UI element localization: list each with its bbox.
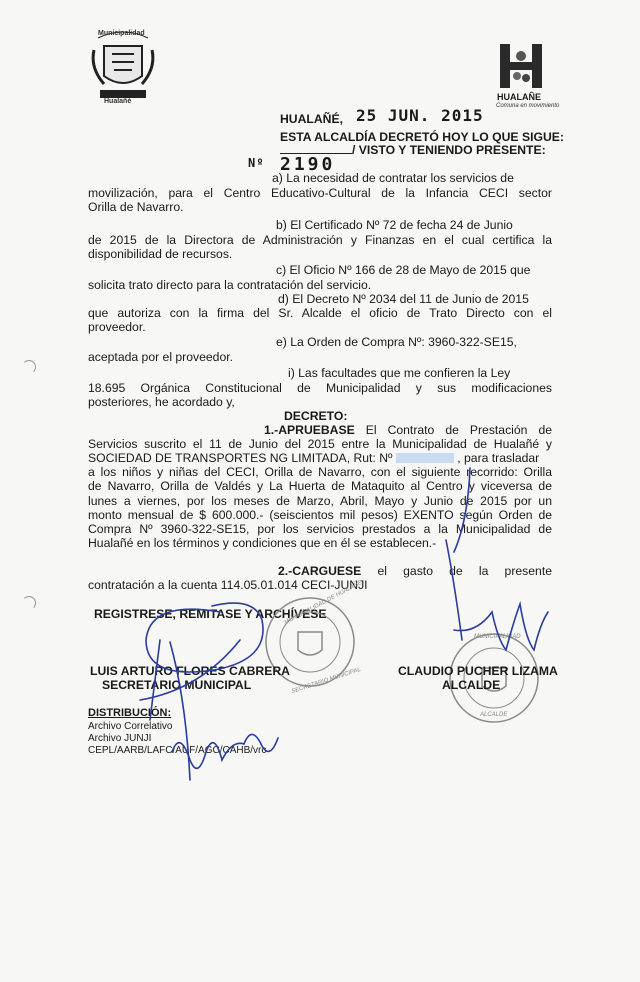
decreto-p1-l8: Compra Nº 3960-322-SE15, por los servicios prestados a la Municipalidad de [88, 522, 552, 536]
decreto-p1-l7: monto mensual de $ 600.000.- (seiscientos mil pesos) EXENTO según Orden de [88, 508, 552, 522]
distribucion-title: DISTRIBUCIÓN: [88, 707, 172, 719]
decreto-p1-l2: Servicios suscrito el 11 de Junio del 2015 entre la Municipalidad de Hualañé y [88, 437, 552, 451]
decreto-title: DECRETO: [284, 409, 348, 423]
decreto-p1-head: 1.-APRUEBASE [264, 423, 355, 437]
secretary-stamp-bottom: SECRETARIO MUNICIPAL [290, 666, 362, 696]
visto-a-1: a) La necesidad de contratar los servicios de [272, 171, 514, 185]
visto-c-2: solicita trato directo para la contratación del servicio. [88, 278, 372, 292]
decreto-p1-line3 [88, 451, 552, 465]
decreto-p2-line1 [278, 564, 552, 578]
rut-redaction [396, 453, 454, 463]
stamp-date: 25 JUN. 2015 [356, 106, 484, 125]
secretary-stamp-top: MUNICIPALIDAD DE HUALAÑE [283, 580, 363, 626]
mayor-title: ALCALDE [442, 678, 501, 692]
visto-b-2: de 2015 de la Directora de Administración y Finanzas en el cual certifica la [88, 233, 552, 247]
decreto-p2-l1: el gasto de la presente [377, 564, 552, 578]
visto-e-1: e) La Orden de Compra Nº: 3960-322-SE15, [276, 335, 517, 349]
place: HUALAÑÉ, [280, 112, 343, 126]
distribucion-l1: Archivo Correlativo [88, 721, 173, 732]
mayor-name: CLAUDIO PUCHER LIZAMA [398, 664, 558, 678]
visto-b-3: disponibilidad de recursos. [88, 247, 233, 261]
mayor-stamp-top: MUNICIPALIDAD [474, 634, 521, 640]
decreto-p1-l9: Hualañé en los términos y condiciones que en él se establecen.- [88, 536, 437, 550]
decreto-p1-l3b: , para trasladar [457, 451, 540, 465]
visto-c-1: c) El Oficio Nº 166 de 28 de Mayo de 2015 que [276, 263, 531, 277]
visto-line: / VISTO Y TENIENDO PRESENTE: [352, 143, 546, 157]
crest-top-text: Municipalidad [98, 30, 145, 37]
crest-bottom-text: Hualañé [104, 98, 132, 105]
visto-b-1: b) El Certificado Nº 72 de fecha 24 de Junio [276, 218, 513, 232]
registrese-line: REGISTRESE, REMITASE Y ARCHÍVESE [94, 607, 327, 621]
visto-d-1: d) El Decreto Nº 2034 del 11 de Junio de 2015 [278, 292, 529, 306]
visto-a-2: movilización, para el Centro Educativo-Cultural de la Infancia CECI sector [88, 186, 552, 200]
visto-i-1: i) Las facultades que me confieren la Ley [288, 366, 511, 380]
decreto-p1-line1 [264, 423, 552, 437]
mayor-stamp-bottom: ALCALDE [480, 712, 508, 718]
decreto-p1-l4: a los niños y niñas del CECI, Orilla de Navarro, con el siguiente recorrido: Orilla [88, 465, 552, 479]
logo-tagline: Comuna en movimiento [496, 103, 560, 109]
no-label: Nº [248, 156, 265, 170]
distribucion-l2: Archivo JUNJI [88, 733, 152, 744]
distribucion-l3: CEPL/AARB/LAFC/AUF/AGC/CAHB/vrc [88, 745, 267, 756]
decreto-p1-l6: lunes a viernes, por los meses de Marzo, Abril, Mayo y Junio de 2015 por un [88, 494, 552, 508]
hualane-logo [498, 42, 544, 92]
decreto-p1-l3a: SOCIEDAD DE TRANSPORTES NG LIMITADA, Rut: Nº [88, 451, 393, 465]
decree-number: 2190 [280, 154, 336, 175]
punch-hole-top [22, 360, 36, 374]
secretary-name: LUIS ARTURO FLORES CABRERA [90, 664, 290, 678]
visto-e-2: aceptada por el proveedor. [88, 350, 233, 364]
decreto-p1-l5: de Navarro, Orilla de Valdés y La Huerta de Mataquito al Centro y viceversa de [88, 479, 552, 493]
logo-brand: HUALAÑE [497, 92, 541, 102]
secretary-title: SECRETARIO MUNICIPAL [102, 678, 252, 692]
visto-a-3: Orilla de Navarro. [88, 200, 184, 214]
visto-i-3: posteriores, he acordado y, [88, 395, 235, 409]
visto-d-2: que autoriza con la firma del Sr. Alcalde el oficio de Trato Directo con el [88, 306, 552, 320]
decree-line: ESTA ALCALDÍA DECRETÓ HOY LO QUE SIGUE: [280, 130, 564, 144]
punch-hole-bottom [22, 596, 36, 610]
visto-d-3: proveedor. [88, 320, 146, 334]
decreto-p1-l1: El Contrato de Prestación de [365, 423, 552, 437]
visto-i-2: 18.695 Orgánica Constitucional de Municipalidad y sus modificaciones [88, 381, 552, 395]
decreto-p2-l2: contratación a la cuenta 114.05.01.014 CECI-JUNJI [88, 578, 368, 592]
decreto-p2-head: 2.-CARGUESE [278, 564, 362, 578]
